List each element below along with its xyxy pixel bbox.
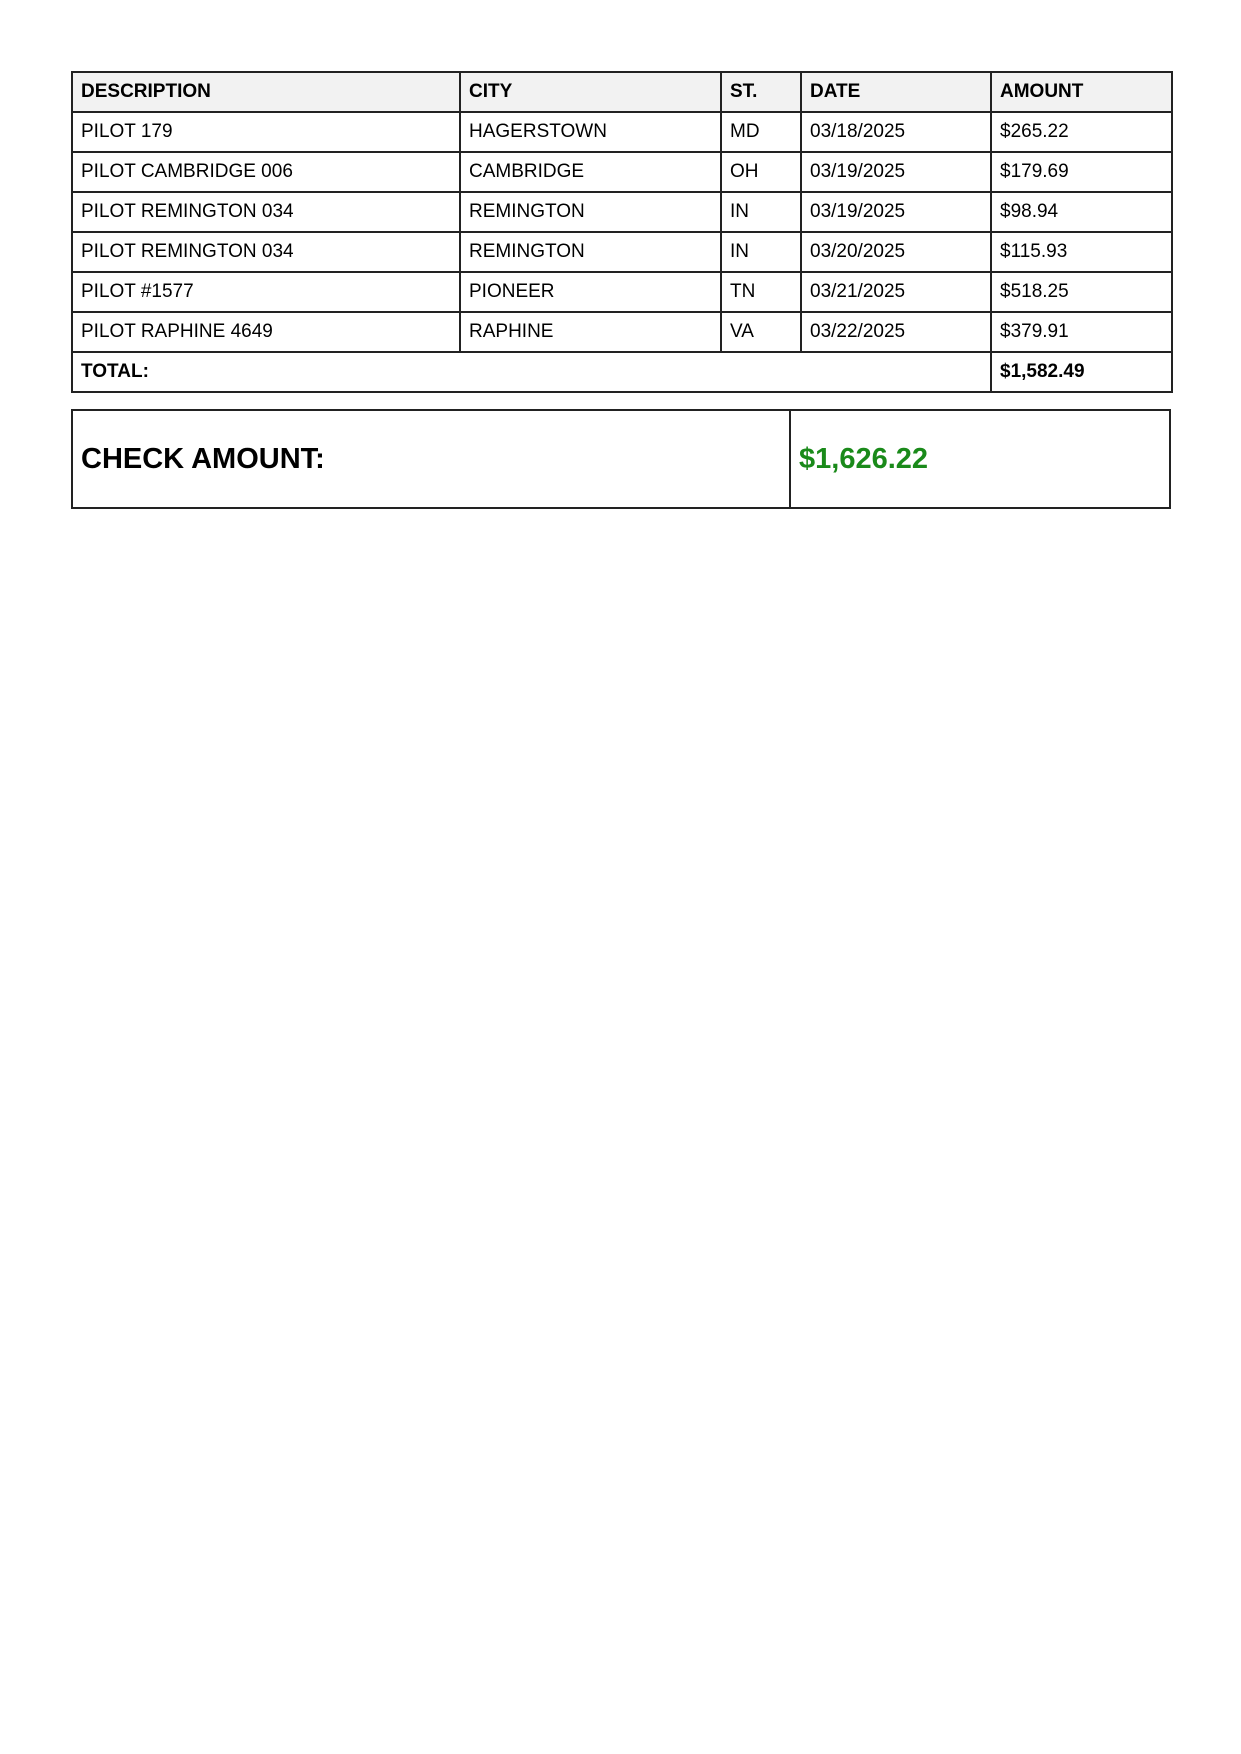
row-description: PILOT #1577 <box>72 272 460 312</box>
check-amount-box <box>71 409 1171 509</box>
row-state: IN <box>721 192 801 232</box>
header-city: CITY <box>460 72 721 112</box>
row-description: PILOT CAMBRIDGE 006 <box>72 152 460 192</box>
row-amount: $379.91 <box>991 312 1172 352</box>
table-header-row <box>72 72 1172 112</box>
check-amount-value: $1,626.22 <box>799 442 929 475</box>
header-date: DATE <box>801 72 991 112</box>
row-date: 03/19/2025 <box>801 152 991 192</box>
table-row <box>72 192 1172 232</box>
row-city: CAMBRIDGE <box>460 152 721 192</box>
row-description: PILOT REMINGTON 034 <box>72 232 460 272</box>
total-row <box>72 352 1172 392</box>
total-label: TOTAL: <box>72 352 991 392</box>
row-description: PILOT 179 <box>72 112 460 152</box>
check-amount-label: CHECK AMOUNT: <box>73 411 791 507</box>
row-amount: $98.94 <box>991 192 1172 232</box>
document-page <box>71 71 1171 509</box>
header-state: ST. <box>721 72 801 112</box>
row-date: 03/19/2025 <box>801 192 991 232</box>
header-amount: AMOUNT <box>991 72 1172 112</box>
header-description: DESCRIPTION <box>72 72 460 112</box>
row-amount: $518.25 <box>991 272 1172 312</box>
row-state: MD <box>721 112 801 152</box>
row-description: PILOT REMINGTON 034 <box>72 192 460 232</box>
table-row <box>72 112 1172 152</box>
row-state: TN <box>721 272 801 312</box>
row-amount: $179.69 <box>991 152 1172 192</box>
row-date: 03/18/2025 <box>801 112 991 152</box>
total-value: $1,582.49 <box>991 352 1172 392</box>
row-state: IN <box>721 232 801 272</box>
row-city: REMINGTON <box>460 192 721 232</box>
row-city: RAPHINE <box>460 312 721 352</box>
row-state: VA <box>721 312 801 352</box>
row-description: PILOT RAPHINE 4649 <box>72 312 460 352</box>
table-row <box>72 232 1172 272</box>
row-state: OH <box>721 152 801 192</box>
row-date: 03/22/2025 <box>801 312 991 352</box>
table-row <box>72 152 1172 192</box>
table-row <box>72 272 1172 312</box>
fuel-purchases-table <box>71 71 1173 393</box>
row-date: 03/20/2025 <box>801 232 991 272</box>
row-amount: $115.93 <box>991 232 1172 272</box>
row-amount: $265.22 <box>991 112 1172 152</box>
table-row <box>72 312 1172 352</box>
row-city: REMINGTON <box>460 232 721 272</box>
row-city: PIONEER <box>460 272 721 312</box>
row-city: HAGERSTOWN <box>460 112 721 152</box>
row-date: 03/21/2025 <box>801 272 991 312</box>
